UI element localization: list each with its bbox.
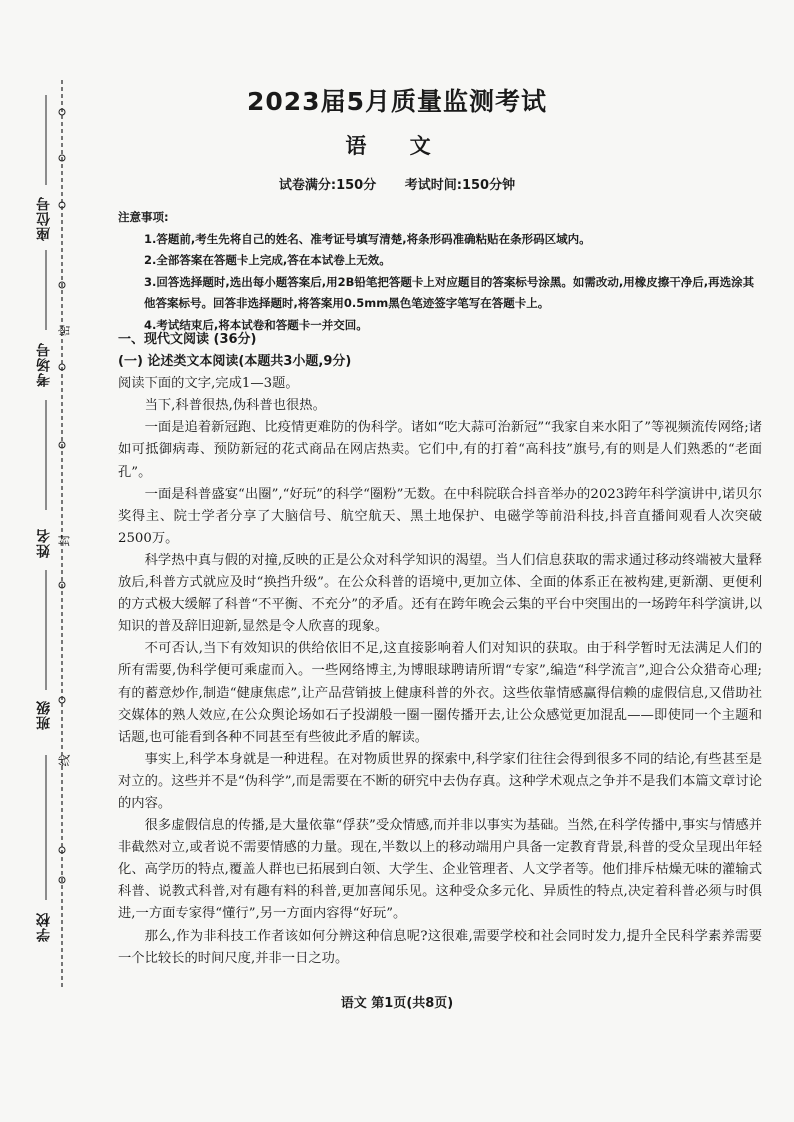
name-label: 姓名 — [36, 528, 52, 558]
notes-heading: 注意事项: — [118, 210, 169, 224]
subsection-heading: (一) 论述类文本阅读(本题共3小题,9分) — [118, 354, 352, 370]
paragraph: 当下,科普很热,伪科普也很热。 — [144, 398, 326, 414]
exam-title: 2023届5月质量监测考试 — [247, 87, 547, 116]
paragraph: 那么,作为非科技工作者该如何分辨这种信息呢?这很难,需要学校和社会同时发力,提升全民科学素养需要一个比较长的时间尺度,并非一日之功。 — [118, 928, 762, 966]
instruction: 阅读下面的文字,完成1—3题。 — [118, 376, 299, 392]
full-score: 试卷满分:150分 — [278, 178, 377, 193]
page-footer: 语文 第1页(共8页) — [340, 996, 454, 1011]
binding-margin — [0, 0, 80, 1122]
paragraph: 一面是科普盛宴“出圈”,“好玩”的科学“圈粉”无数。在中科院联合抖音举办的2023跨年科学演讲中,诺贝尔奖得主、院士学者分享了大脑信号、航空航天、黑土地保护、电磁学等前沿科技,抖音直播间观看人次突破2500万。 — [118, 486, 762, 546]
note-item: 3.回答选择题时,选出每小题答案后,用2B铅笔把答题卡上对应题目的答案标号涂黑。如需改动,用橡皮擦干净后,再选涂其他答案标号。回答非选择题时,将答案用0.5mm黑色笔迹签字笔写在答题卡上。 — [144, 274, 755, 310]
paragraph: 事实上,科学本身就是一种进程。在对物质世界的探索中,科学家们往往会得到很多不同的结论,有些甚至是对立的。这些并不是“伪科学”,而是需要在不断的研究中去伪存真。这种学术观点之争并不是我们本篇文章讨论的内容。 — [118, 751, 762, 811]
line-char: 线 — [57, 754, 72, 767]
seat-label: 座位号 — [36, 196, 52, 241]
paragraph: 科学热中真与假的对撞,反映的正是公众对科学知识的渴望。当人们信息获取的需求通过移动终端被大量释放后,科普方式就应及时“换挡升级”。在公众科普的语境中,更加立体、全面的体系正在被构建,更新潮、更便利的方式极大缓解了科普“不平衡、不充分”的矛盾。还有在跨年晚会云集的平台中突围出的一场跨年科学演讲,以知识的普及辞旧迎新,显然是令人欣喜的现象。 — [118, 552, 762, 635]
class-label: 班级 — [36, 700, 52, 730]
school-label: 学校 — [36, 912, 52, 942]
subject-title: 语 文 — [345, 134, 449, 158]
paragraph: 很多虚假信息的传播,是大量依靠“俘获”受众情感,而并非以事实为基础。当然,在科学传播中,事实与情感并非截然对立,或者说不需要情感的力量。现在,半数以上的移动端用户具备一定教育背景,科普的受众呈现出年轻化、高学历的特点,覆盖人群也已拓展到白领、大学生、企业管理者、人文学者等。他们排斥枯燥无味的灌输式科普、说教式科普,对有趣有料的科普,更加喜闻乐见。这种受众多元化、异质性的特点,决定着科普必须与时俱进,一方面专家得“懂行”,另一方面内容得“好玩”。 — [118, 818, 762, 922]
note-item: 2.全部答案在答题卡上完成,答在本试卷上无效。 — [144, 253, 391, 267]
exam-meta — [0, 174, 794, 193]
section-heading: 一、现代文阅读 (36分) — [118, 332, 257, 347]
paragraph: 一面是追着新冠跑、比疫情更难防的伪科学。诸如“吃大蒜可治新冠”“我家自来水阳了”等视频流传网络;诸如可抵御病毒、预防新冠的花式商品在网店热卖。它们中,有的打着“高科技”旗号,有的则是人们熟悉的“老面孔”。 — [118, 420, 762, 480]
close-char: 封 — [57, 534, 72, 547]
exam-time: 考试时间:150分钟 — [404, 178, 516, 193]
paragraph: 不可否认,当下有效知识的供给依旧不足,这直接影响着人们对知识的获取。由于科学暂时无法满足人们的所有需要,伪科学便可乘虚而入。一些网络博主,为博眼球聘请所谓“专家”,编造“科学流言”,迎合公众猎奇心理;有的蓄意炒作,制造“健康焦虑”,让产品营销披上健康科普的外衣。这些依靠情感赢得信赖的虚假信息,又借助社交媒体的熟人效应,在公众舆论场如石子投湖般一圈一圈传播开去,让公众感觉更加混乱——即使同一个主题和话题,也可能看到各种不同甚至有些彼此矛盾的解读。 — [118, 641, 762, 745]
note-item: 1.答题前,考生先将自己的姓名、准考证号填写清楚,将条形码准确粘贴在条形码区域内。 — [144, 231, 591, 246]
seal-char: 密 — [57, 324, 72, 337]
room-label: 考场号 — [36, 342, 52, 387]
exam-notes — [118, 207, 758, 336]
note-item: 4.考试结束后,将本试卷和答题卡一并交回。 — [144, 317, 368, 332]
reading-section — [118, 329, 762, 970]
binding-lines — [0, 0, 80, 1122]
